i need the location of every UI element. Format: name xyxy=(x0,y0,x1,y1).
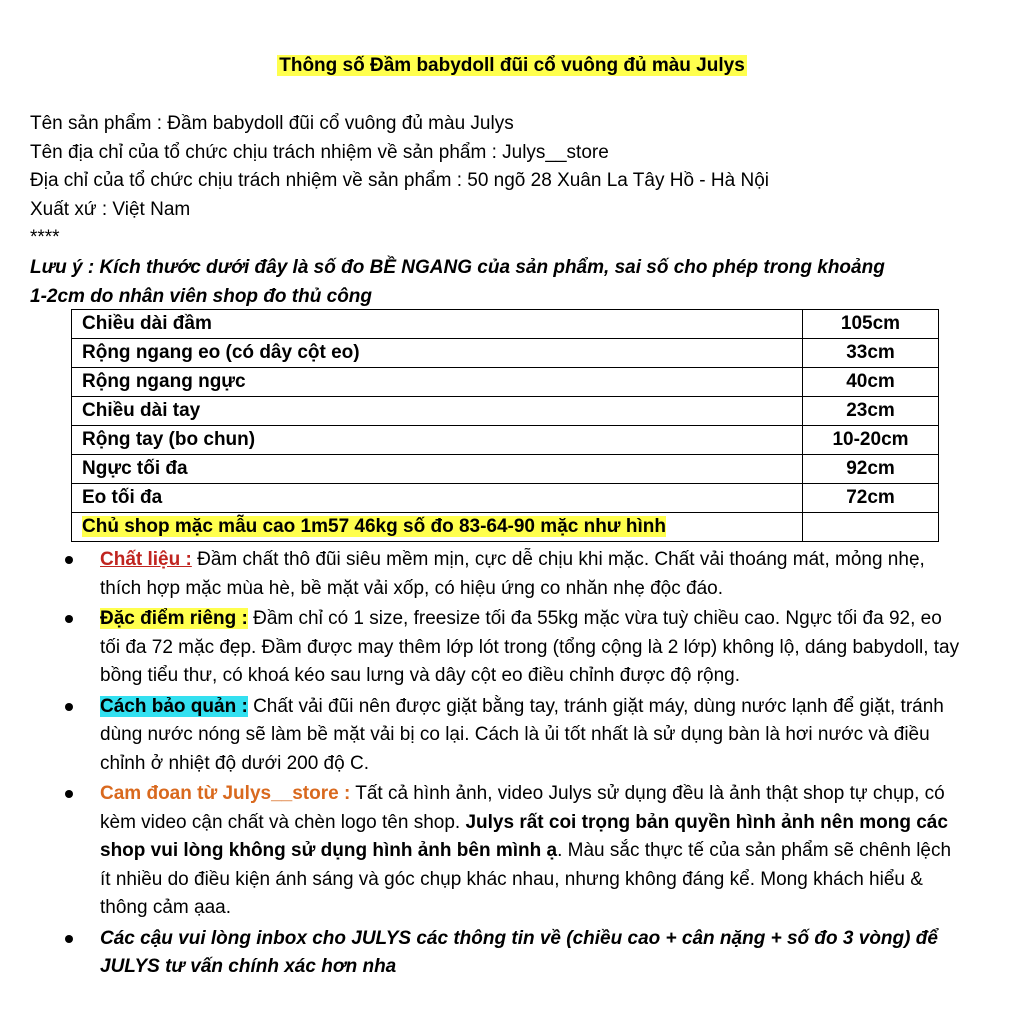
address-line: Địa chỉ của tổ chức chịu trách nhiệm về sản phẩm : 50 ngõ 28 Xuân La Tây Hồ - Hà Nội xyxy=(30,170,769,191)
product-name-line: Tên sản phẩm : Đầm babydoll đũi cổ vuông đủ màu Julys xyxy=(30,113,514,134)
spec-value: 40cm xyxy=(803,368,939,397)
model-note-cell xyxy=(72,513,803,542)
table-row xyxy=(72,339,939,368)
organization-line: Tên địa chỉ của tổ chức chịu trách nhiệm về sản phẩm : Julys__store xyxy=(30,141,609,163)
page-title-text: Thông số Đầm babydoll đũi cổ vuông đủ màu Julys xyxy=(279,55,745,76)
spec-label: Rộng ngang ngực xyxy=(72,368,803,397)
material-text: Đầm chất thô đũi siêu mềm mịn, cực dễ chịu khi mặc. Chất vải thoáng mát, mỏng nhẹ, thích hợp mặc mùa hè, bề mặt vải xốp, có hiệu ứng co nhăn nhẹ độc đáo. xyxy=(100,549,925,599)
spec-value: 92cm xyxy=(803,455,939,484)
inbox-text: Các cậu vui lòng inbox cho JULYS các thông tin về (chiều cao + cân nặng + số đo 3 vòng) để JULYS tư vấn chính xác hơn nha xyxy=(100,927,938,977)
list-item-commit xyxy=(100,780,960,923)
feature-list xyxy=(100,546,960,984)
spec-label: Chiều dài tay xyxy=(72,397,803,426)
bullet-icon xyxy=(65,935,73,943)
bullet-icon xyxy=(65,556,73,564)
separator-stars: **** xyxy=(30,227,60,248)
spec-label: Rộng tay (bo chun) xyxy=(72,426,803,455)
spec-table xyxy=(71,309,939,542)
spec-label: Chiều dài đầm xyxy=(72,310,803,339)
table-row xyxy=(72,455,939,484)
origin-line: Xuất xứ : Việt Nam xyxy=(30,198,191,220)
spec-label: Ngực tối đa xyxy=(72,455,803,484)
table-row xyxy=(72,310,939,339)
list-item-inbox xyxy=(100,925,960,982)
product-info xyxy=(30,110,990,253)
spec-value: 105cm xyxy=(803,310,939,339)
measurement-note xyxy=(30,254,990,311)
care-label: Cách bảo quản : xyxy=(100,695,248,717)
commit-bold-text: Julys rất coi trọng bản quyền hình ảnh nên mong các shop vui lòng không sử dụng hình ảnh bên mình ạ xyxy=(100,811,948,861)
spec-value: 72cm xyxy=(803,484,939,513)
spec-value: 33cm xyxy=(803,339,939,368)
table-row xyxy=(72,426,939,455)
empty-cell xyxy=(803,513,939,542)
page-title xyxy=(0,52,1024,80)
table-row xyxy=(72,397,939,426)
table-row-model xyxy=(72,513,939,542)
bullet-icon xyxy=(65,615,73,623)
list-item-feature xyxy=(100,605,960,691)
spec-label: Rộng ngang eo (có dây cột eo) xyxy=(72,339,803,368)
bullet-icon xyxy=(65,703,73,711)
feature-label: Đặc điểm riêng : xyxy=(100,608,248,629)
list-item-material xyxy=(100,546,960,603)
spec-value: 23cm xyxy=(803,397,939,426)
spec-label: Eo tối đa xyxy=(72,484,803,513)
feature-text: Đầm chỉ có 1 size, freesize tối đa 55kg mặc vừa tuỳ chiều cao. Ngực tối đa 92, eo tối đa 72 mặc đẹp. Đầm được may thêm lớp lót trong (tổng cộng là 2 lớp) không lộ, dáng babydoll, tay bồng tiểu thư, có khoá kéo sau lưng và dây cột eo điều chỉnh được độ rộng. xyxy=(100,608,960,686)
care-text: Chất vải đũi nên được giặt bằng tay, tránh giặt máy, dùng nước lạnh để giặt, tránh dùng nước nóng sẽ làm bề mặt vải bị co lại. Cách là ủi tốt nhất là sử dụng bàn là hơi nước và điều chỉnh ở nhiệt độ dưới 200 độ C. xyxy=(100,695,944,774)
commit-text-2: . Màu sắc thực tế của sản phẩm sẽ chênh lệch ít nhiều do điều kiện ánh sáng và góc chụp khác nhau, nhưng không đáng kể. Mong khách hiểu & thông cảm ạaa. xyxy=(100,840,952,918)
table-row xyxy=(72,368,939,397)
commit-label: Cam đoan từ Julys__store : xyxy=(100,783,351,804)
bullet-icon xyxy=(65,790,73,798)
commit-text-1: Tất cả hình ảnh, video Julys sử dụng đều là ảnh thật shop tự chụp, có kèm video cận chất và chèn logo tên shop. xyxy=(100,783,945,833)
material-label: Chất liệu : xyxy=(100,549,192,570)
model-note: Chủ shop mặc mẫu cao 1m57 46kg số đo 83-64-90 mặc như hình xyxy=(82,516,666,537)
note-line-1: Lưu ý : Kích thước dưới đây là số đo BỀ NGANG của sản phẩm, sai số cho phép trong khoảng xyxy=(30,257,885,278)
table-row xyxy=(72,484,939,513)
note-line-2: 1-2cm do nhân viên shop đo thủ công xyxy=(30,285,373,307)
list-item-care xyxy=(100,693,960,779)
spec-value: 10-20cm xyxy=(803,426,939,455)
